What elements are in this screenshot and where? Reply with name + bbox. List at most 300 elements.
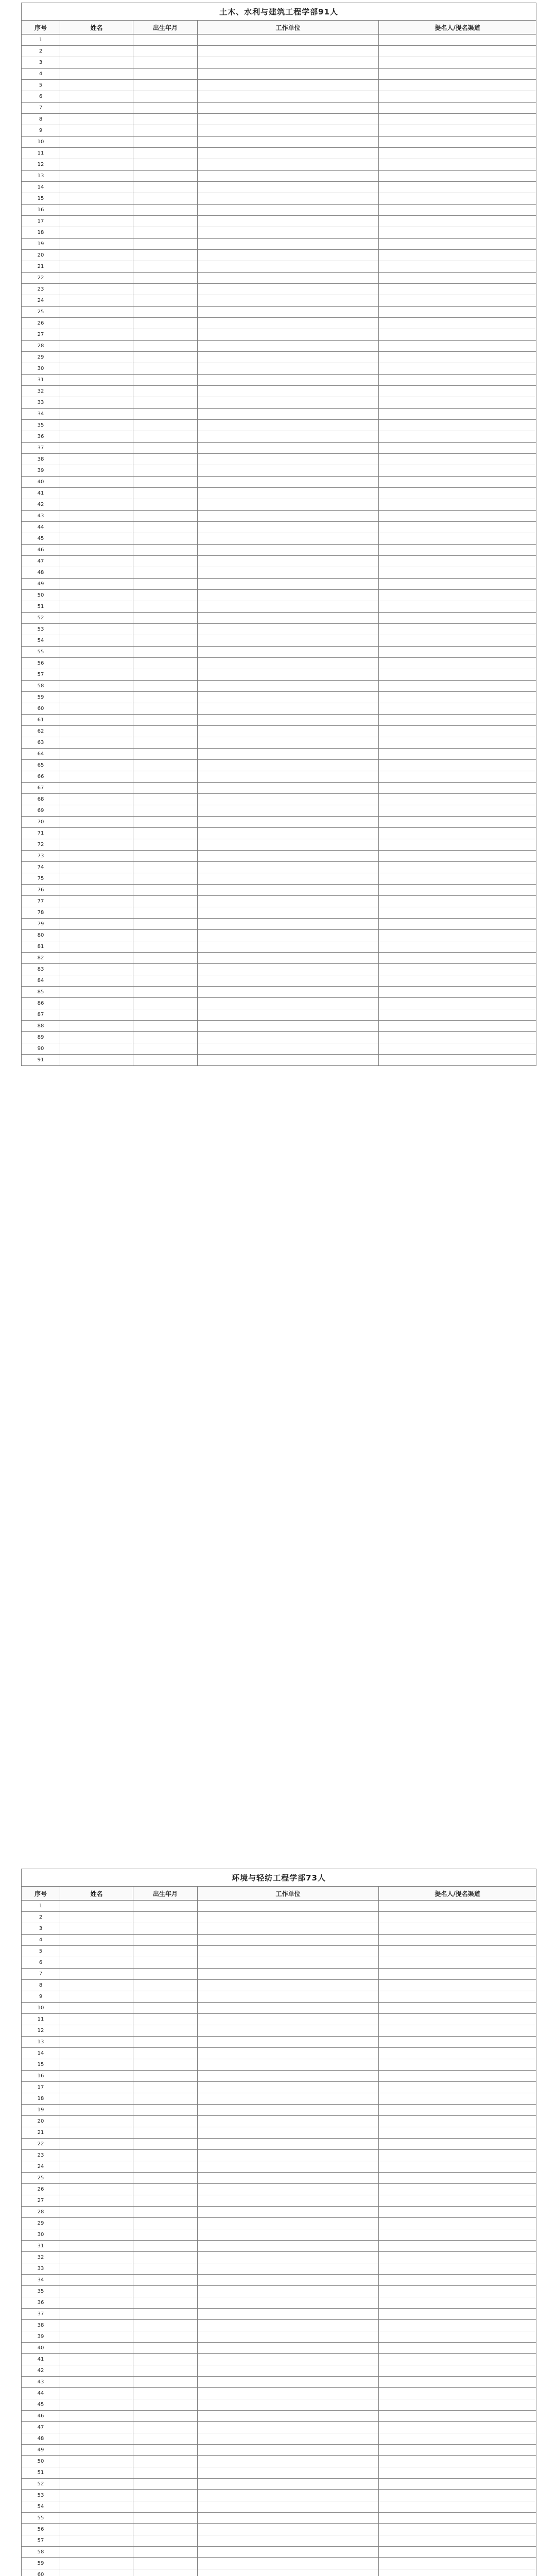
birth-date (133, 318, 198, 329)
nominator (379, 2513, 536, 2524)
work-unit (198, 91, 379, 103)
table-row (22, 80, 536, 91)
nominee-name (60, 1991, 133, 2003)
nominator (379, 2320, 536, 2331)
birth-date (133, 2524, 198, 2535)
birth-date (133, 749, 198, 760)
nominator (379, 975, 536, 987)
table-row (22, 137, 536, 148)
work-unit (198, 885, 379, 896)
birth-date (133, 2082, 198, 2093)
table-row (22, 658, 536, 669)
table-row (22, 114, 536, 125)
nominator (379, 2116, 536, 2127)
nominee-name (60, 2173, 133, 2184)
table-row (22, 1957, 536, 1969)
work-unit (198, 2467, 379, 2479)
nominator (379, 386, 536, 397)
row-number: 6 (22, 1957, 60, 1969)
work-unit (198, 817, 379, 828)
work-unit (198, 193, 379, 205)
work-unit (198, 522, 379, 533)
table-row (22, 307, 536, 318)
nominee-name (60, 2513, 133, 2524)
work-unit (198, 205, 379, 216)
table-row (22, 2229, 536, 2241)
row-number: 56 (22, 658, 60, 669)
work-unit (198, 431, 379, 443)
row-number: 65 (22, 760, 60, 771)
table-row (22, 57, 536, 69)
table-row (22, 749, 536, 760)
birth-date (133, 2309, 198, 2320)
birth-date (133, 1946, 198, 1957)
table-row (22, 1980, 536, 1991)
birth-date (133, 2127, 198, 2139)
work-unit (198, 1991, 379, 2003)
row-number: 32 (22, 386, 60, 397)
table-row (22, 805, 536, 817)
row-number: 8 (22, 114, 60, 125)
nominee-name (60, 2309, 133, 2320)
nominator (379, 862, 536, 873)
table-row (22, 454, 536, 465)
nominator (379, 2343, 536, 2354)
table-row (22, 2422, 536, 2433)
birth-date (133, 2263, 198, 2275)
section-title: 土木、水利与建筑工程学部91人 (22, 3, 536, 21)
birth-date (133, 284, 198, 295)
nominator (379, 352, 536, 363)
nominee-name (60, 2127, 133, 2139)
row-number: 49 (22, 579, 60, 590)
nominee-name (60, 2445, 133, 2456)
nominator (379, 171, 536, 182)
nominee-name (60, 2252, 133, 2263)
work-unit (198, 227, 379, 239)
row-number: 11 (22, 2014, 60, 2025)
nominee-name (60, 556, 133, 567)
birth-date (133, 771, 198, 783)
nominator (379, 295, 536, 307)
nominee-name (60, 2524, 133, 2535)
section-table-environment-textile (21, 1869, 536, 2576)
birth-date (133, 2445, 198, 2456)
column-header: 姓名 (60, 21, 133, 35)
birth-date (133, 352, 198, 363)
birth-date (133, 1912, 198, 1923)
table-row (22, 941, 536, 953)
row-number: 48 (22, 567, 60, 579)
table-row (22, 250, 536, 261)
birth-date (133, 443, 198, 454)
birth-date (133, 250, 198, 261)
work-unit (198, 2116, 379, 2127)
table-row (22, 2014, 536, 2025)
nominee-name (60, 907, 133, 919)
work-unit (198, 998, 379, 1009)
work-unit (198, 579, 379, 590)
nominator (379, 114, 536, 125)
row-number: 45 (22, 2399, 60, 2411)
table-row (22, 2263, 536, 2275)
nominee-name (60, 873, 133, 885)
table-row (22, 2127, 536, 2139)
nominator (379, 2558, 536, 2569)
nominee-name (60, 2059, 133, 2071)
row-number: 32 (22, 2252, 60, 2263)
birth-date (133, 2048, 198, 2059)
table-row (22, 193, 536, 205)
nominator (379, 239, 536, 250)
birth-date (133, 2093, 198, 2105)
table-row (22, 205, 536, 216)
nominee-name (60, 2037, 133, 2048)
birth-date (133, 1969, 198, 1980)
nominee-name (60, 250, 133, 261)
birth-date (133, 2195, 198, 2207)
nominee-name (60, 1935, 133, 1946)
work-unit (198, 239, 379, 250)
birth-date (133, 1980, 198, 1991)
row-number: 41 (22, 488, 60, 499)
nominator (379, 2025, 536, 2037)
nominee-name (60, 363, 133, 375)
nominator (379, 2105, 536, 2116)
table-row (22, 533, 536, 545)
nominee-name (60, 715, 133, 726)
birth-date (133, 2422, 198, 2433)
table-row (22, 46, 536, 57)
birth-date (133, 2014, 198, 2025)
table-row (22, 318, 536, 329)
table-row (22, 2059, 536, 2071)
nominee-name (60, 2320, 133, 2331)
nominee-name (60, 307, 133, 318)
work-unit (198, 1901, 379, 1912)
nominator (379, 307, 536, 318)
row-number: 78 (22, 907, 60, 919)
table-row (22, 2071, 536, 2082)
nominee-name (60, 2433, 133, 2445)
table-row (22, 363, 536, 375)
nominee-name (60, 817, 133, 828)
work-unit (198, 1980, 379, 1991)
row-number: 16 (22, 205, 60, 216)
nominee-name (60, 239, 133, 250)
work-unit (198, 2048, 379, 2059)
row-number: 30 (22, 363, 60, 375)
nominee-name (60, 2071, 133, 2082)
row-number: 52 (22, 613, 60, 624)
nominator (379, 737, 536, 749)
table-row (22, 964, 536, 975)
birth-date (133, 2286, 198, 2297)
column-header: 出生年月 (133, 1887, 198, 1901)
row-number: 13 (22, 2037, 60, 2048)
nominee-name (60, 2422, 133, 2433)
nominee-name (60, 579, 133, 590)
nominator (379, 828, 536, 839)
nominator (379, 2093, 536, 2105)
table-row (22, 783, 536, 794)
nominator (379, 669, 536, 681)
row-number: 7 (22, 1969, 60, 1980)
table-row (22, 2116, 536, 2127)
birth-date (133, 477, 198, 488)
birth-date (133, 171, 198, 182)
table-row (22, 1043, 536, 1055)
nominator (379, 2127, 536, 2139)
work-unit (198, 2105, 379, 2116)
work-unit (198, 2297, 379, 2309)
row-number: 43 (22, 511, 60, 522)
table-row (22, 726, 536, 737)
row-number: 89 (22, 1032, 60, 1043)
work-unit (198, 2275, 379, 2286)
nominee-name (60, 499, 133, 511)
nominee-name (60, 964, 133, 975)
birth-date (133, 919, 198, 930)
table-row (22, 2343, 536, 2354)
row-number: 1 (22, 1901, 60, 1912)
row-number: 24 (22, 295, 60, 307)
nominee-name (60, 2354, 133, 2365)
table-row (22, 2025, 536, 2037)
work-unit (198, 953, 379, 964)
nominee-name (60, 182, 133, 193)
nominee-name (60, 2025, 133, 2037)
row-number: 1 (22, 35, 60, 46)
birth-date (133, 2354, 198, 2365)
nominee-name (60, 2161, 133, 2173)
row-number: 91 (22, 1055, 60, 1066)
table-row (22, 216, 536, 227)
work-unit (198, 1043, 379, 1055)
row-number: 7 (22, 103, 60, 114)
nominee-name (60, 2297, 133, 2309)
row-number: 75 (22, 873, 60, 885)
row-number: 62 (22, 726, 60, 737)
work-unit (198, 828, 379, 839)
birth-date (133, 2025, 198, 2037)
work-unit (198, 35, 379, 46)
table-row (22, 919, 536, 930)
table-row (22, 329, 536, 341)
work-unit (198, 409, 379, 420)
nominator (379, 964, 536, 975)
birth-date (133, 703, 198, 715)
row-number: 58 (22, 681, 60, 692)
row-number: 38 (22, 2320, 60, 2331)
nominator (379, 159, 536, 171)
nominator (379, 953, 536, 964)
work-unit (198, 2501, 379, 2513)
row-number: 37 (22, 443, 60, 454)
nominator (379, 431, 536, 443)
work-unit (198, 919, 379, 930)
birth-date (133, 239, 198, 250)
row-number: 88 (22, 1021, 60, 1032)
birth-date (133, 2388, 198, 2399)
nominator (379, 193, 536, 205)
birth-date (133, 2173, 198, 2184)
work-unit (198, 2025, 379, 2037)
birth-date (133, 2105, 198, 2116)
nominee-name (60, 409, 133, 420)
work-unit (198, 1032, 379, 1043)
row-number: 42 (22, 499, 60, 511)
nominee-name (60, 114, 133, 125)
birth-date (133, 2501, 198, 2513)
table-row (22, 839, 536, 851)
nominator (379, 771, 536, 783)
table-row (22, 443, 536, 454)
table-row (22, 2433, 536, 2445)
nominator (379, 443, 536, 454)
birth-date (133, 692, 198, 703)
nominee-name (60, 1923, 133, 1935)
nominee-name (60, 137, 133, 148)
nominee-name (60, 2275, 133, 2286)
birth-date (133, 465, 198, 477)
work-unit (198, 329, 379, 341)
birth-date (133, 46, 198, 57)
birth-date (133, 817, 198, 828)
row-number: 10 (22, 2003, 60, 2014)
table-row (22, 2411, 536, 2422)
nominator (379, 375, 536, 386)
table-row (22, 2297, 536, 2309)
row-number: 55 (22, 2513, 60, 2524)
table-row (22, 341, 536, 352)
row-number: 53 (22, 624, 60, 635)
row-number: 40 (22, 477, 60, 488)
work-unit (198, 477, 379, 488)
row-number: 4 (22, 69, 60, 80)
birth-date (133, 2139, 198, 2150)
row-number: 8 (22, 1980, 60, 1991)
nominator (379, 556, 536, 567)
work-unit (198, 1055, 379, 1066)
birth-date (133, 975, 198, 987)
work-unit (198, 2456, 379, 2467)
work-unit (198, 2433, 379, 2445)
birth-date (133, 579, 198, 590)
birth-date (133, 2218, 198, 2229)
row-number: 24 (22, 2161, 60, 2173)
work-unit (198, 2003, 379, 2014)
table-row (22, 1991, 536, 2003)
nominee-name (60, 2558, 133, 2569)
nominator (379, 69, 536, 80)
nominator (379, 873, 536, 885)
table-row (22, 477, 536, 488)
table-row (22, 828, 536, 839)
nominator (379, 2184, 536, 2195)
nominator (379, 2331, 536, 2343)
nominator (379, 839, 536, 851)
nominator (379, 2501, 536, 2513)
table-row (22, 375, 536, 386)
row-number: 20 (22, 250, 60, 261)
row-number: 5 (22, 1946, 60, 1957)
table-row (22, 2513, 536, 2524)
nominee-name (60, 227, 133, 239)
work-unit (198, 2252, 379, 2263)
table-row (22, 1032, 536, 1043)
work-unit (198, 2513, 379, 2524)
table-row (22, 647, 536, 658)
row-number: 27 (22, 2195, 60, 2207)
row-number: 50 (22, 590, 60, 601)
table-row (22, 352, 536, 363)
nominee-name (60, 420, 133, 431)
row-number: 47 (22, 556, 60, 567)
nominator (379, 2059, 536, 2071)
nominator (379, 80, 536, 91)
work-unit (198, 681, 379, 692)
row-number: 85 (22, 987, 60, 998)
row-number: 33 (22, 397, 60, 409)
nominator (379, 1969, 536, 1980)
table-row (22, 2048, 536, 2059)
work-unit (198, 1912, 379, 1923)
birth-date (133, 216, 198, 227)
nominee-name (60, 749, 133, 760)
row-number: 70 (22, 817, 60, 828)
work-unit (198, 125, 379, 137)
nominator (379, 2422, 536, 2433)
nominee-name (60, 2569, 133, 2576)
work-unit (198, 2195, 379, 2207)
nominee-name (60, 703, 133, 715)
table-row (22, 2467, 536, 2479)
birth-date (133, 454, 198, 465)
table-row (22, 2331, 536, 2343)
row-number: 36 (22, 431, 60, 443)
section-title: 环境与轻纺工程学部73人 (22, 1869, 536, 1887)
work-unit (198, 1021, 379, 1032)
birth-date (133, 556, 198, 567)
work-unit (198, 420, 379, 431)
nominee-name (60, 329, 133, 341)
nominee-name (60, 2207, 133, 2218)
row-number: 48 (22, 2433, 60, 2445)
table-row (22, 420, 536, 431)
nominee-name (60, 205, 133, 216)
nominator (379, 499, 536, 511)
birth-date (133, 896, 198, 907)
row-number: 58 (22, 2547, 60, 2558)
nominator (379, 2479, 536, 2490)
table-row (22, 488, 536, 499)
nominee-name (60, 103, 133, 114)
nominator (379, 692, 536, 703)
birth-date (133, 57, 198, 69)
birth-date (133, 1043, 198, 1055)
birth-date (133, 522, 198, 533)
nominator (379, 2297, 536, 2309)
birth-date (133, 386, 198, 397)
table-row (22, 2456, 536, 2467)
nominator (379, 2456, 536, 2467)
nominee-name (60, 2139, 133, 2150)
nominator (379, 2014, 536, 2025)
work-unit (198, 307, 379, 318)
table-row (22, 2037, 536, 2048)
nominee-name (60, 69, 133, 80)
